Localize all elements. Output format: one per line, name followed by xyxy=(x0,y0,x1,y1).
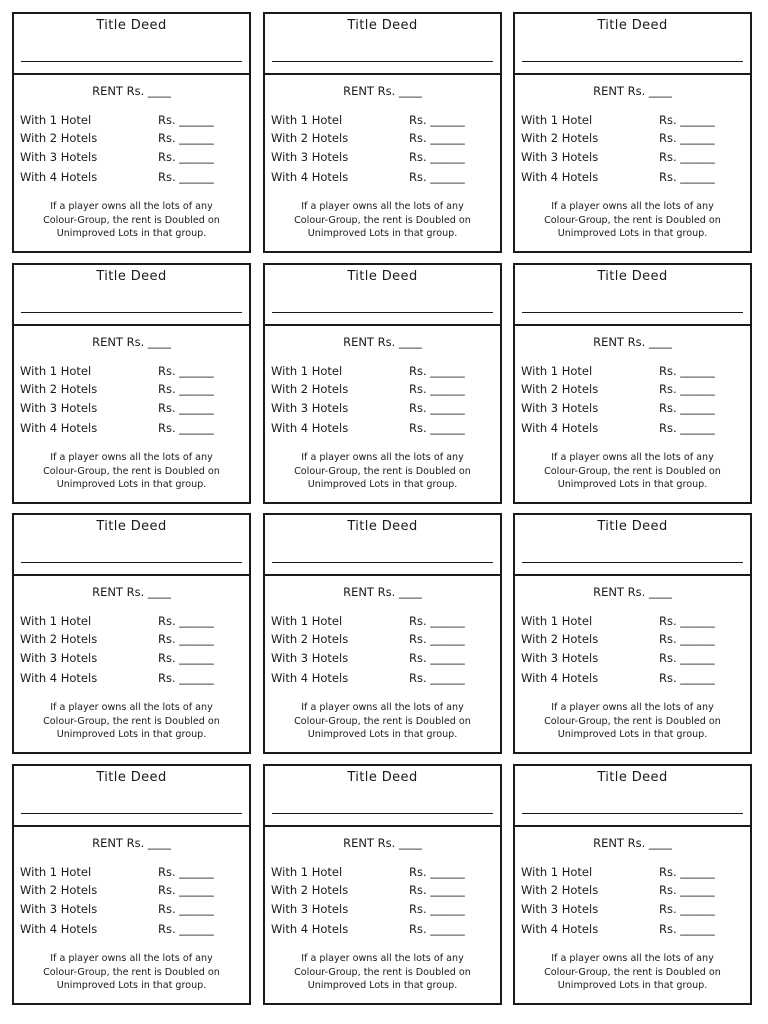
title-deed-card xyxy=(513,263,752,504)
rent-row xyxy=(271,922,494,936)
rent-row-label: With 4 Hotels xyxy=(20,170,98,184)
rent-row-amount: Rs. ______ xyxy=(659,401,715,415)
rent-row-amount: Rs. ______ xyxy=(659,131,715,145)
rent-row xyxy=(271,113,494,127)
card-title: Title Deed xyxy=(597,269,668,284)
rent-row-label: With 3 Hotels xyxy=(271,150,349,164)
rule-line: If a player owns all the lots of any xyxy=(50,702,213,713)
rent-row xyxy=(20,614,243,628)
rent-row-amount: Rs. ______ xyxy=(659,170,715,184)
rent-label: RENT Rs. ____ xyxy=(343,335,422,349)
rent-row-amount: Rs. ______ xyxy=(659,382,715,396)
rule-text xyxy=(18,451,245,492)
rent-row xyxy=(20,170,243,184)
rent-row xyxy=(521,382,744,396)
rent-row-label: With 1 Hotel xyxy=(20,364,92,378)
rent-row-amount: Rs. ______ xyxy=(158,614,214,628)
rent-row-amount: Rs. ______ xyxy=(158,364,214,378)
rent-row-label: With 1 Hotel xyxy=(271,614,343,628)
rent-row-label: With 2 Hotels xyxy=(521,131,599,145)
rent-row-amount: Rs. ______ xyxy=(158,902,214,916)
card-header xyxy=(14,766,249,827)
rent-row-amount: Rs. ______ xyxy=(158,865,214,879)
rule-line: Unimproved Lots in that group. xyxy=(56,980,207,991)
title-deed-card xyxy=(513,764,752,1005)
rent-row xyxy=(521,421,744,435)
rule-line: Unimproved Lots in that group. xyxy=(307,729,458,740)
rent-row-amount: Rs. ______ xyxy=(158,382,214,396)
rule-line: If a player owns all the lots of any xyxy=(301,702,464,713)
card-title: Title Deed xyxy=(96,18,167,33)
rent-row-label: With 4 Hotels xyxy=(521,671,599,685)
rent-row-label: With 3 Hotels xyxy=(20,651,98,665)
rent-row-amount: Rs. ______ xyxy=(158,131,214,145)
rent-row-amount: Rs. ______ xyxy=(659,421,715,435)
rent-row-amount: Rs. ______ xyxy=(158,421,214,435)
rent-row-label: With 2 Hotels xyxy=(271,131,349,145)
title-deed-card xyxy=(263,764,502,1005)
rent-row xyxy=(271,865,494,879)
rent-row-label: With 1 Hotel xyxy=(20,865,92,879)
rent-row-amount: Rs. ______ xyxy=(158,883,214,897)
rent-row xyxy=(271,150,494,164)
rent-row-amount: Rs. ______ xyxy=(158,671,214,685)
rent-row xyxy=(521,883,744,897)
rent-row-amount: Rs. ______ xyxy=(158,401,214,415)
card-header xyxy=(265,766,500,827)
rent-row xyxy=(271,614,494,628)
card-title: Title Deed xyxy=(347,770,418,785)
rule-line: Unimproved Lots in that group. xyxy=(557,479,708,490)
rule-line: If a player owns all the lots of any xyxy=(50,452,213,463)
rent-row-label: With 2 Hotels xyxy=(521,382,599,396)
rent-row xyxy=(521,865,744,879)
rent-row-label: With 2 Hotels xyxy=(521,632,599,646)
rent-row xyxy=(521,401,744,415)
rule-line: Colour-Group, the rent is Doubled on xyxy=(294,715,471,727)
rent-row-amount: Rs. ______ xyxy=(409,113,465,127)
rent-row-label: With 4 Hotels xyxy=(20,671,98,685)
rent-label: RENT Rs. ____ xyxy=(593,335,672,349)
rent-row-label: With 4 Hotels xyxy=(271,671,349,685)
rent-label: RENT Rs. ____ xyxy=(593,84,672,98)
rent-row xyxy=(271,632,494,646)
rule-text xyxy=(18,952,245,993)
rent-row-amount: Rs. ______ xyxy=(659,902,715,916)
rent-row xyxy=(20,902,243,916)
rent-row-label: With 4 Hotels xyxy=(521,922,599,936)
rent-row xyxy=(271,401,494,415)
rent-label: RENT Rs. ____ xyxy=(92,335,171,349)
rent-row xyxy=(20,131,243,145)
rule-line: If a player owns all the lots of any xyxy=(551,702,714,713)
card-title: Title Deed xyxy=(597,18,668,33)
rent-label: RENT Rs. ____ xyxy=(343,84,422,98)
rent-row-amount: Rs. ______ xyxy=(158,113,214,127)
rent-row xyxy=(271,131,494,145)
rent-row-amount: Rs. ______ xyxy=(409,614,465,628)
property-name-line xyxy=(272,61,493,62)
card-title: Title Deed xyxy=(347,269,418,284)
rule-line: Colour-Group, the rent is Doubled on xyxy=(294,214,471,226)
rule-line: Colour-Group, the rent is Doubled on xyxy=(43,214,220,226)
rent-row xyxy=(521,671,744,685)
rent-row-amount: Rs. ______ xyxy=(409,401,465,415)
title-deed-card xyxy=(12,513,251,754)
rent-row xyxy=(20,150,243,164)
property-name-line xyxy=(21,813,242,814)
card-header xyxy=(515,515,750,576)
card-header xyxy=(14,265,249,326)
rule-line: If a player owns all the lots of any xyxy=(551,452,714,463)
card-header xyxy=(14,14,249,75)
rent-row-amount: Rs. ______ xyxy=(409,902,465,916)
rent-row xyxy=(521,614,744,628)
rent-row xyxy=(20,883,243,897)
property-name-line xyxy=(21,61,242,62)
rent-row xyxy=(521,902,744,916)
property-name-line xyxy=(522,562,743,563)
property-name-line xyxy=(272,562,493,563)
rent-row-amount: Rs. ______ xyxy=(409,671,465,685)
rent-row-label: With 2 Hotels xyxy=(20,131,98,145)
rule-text xyxy=(269,200,496,241)
rent-row-label: With 4 Hotels xyxy=(271,922,349,936)
rent-row-amount: Rs. ______ xyxy=(409,922,465,936)
title-deed-card xyxy=(513,12,752,253)
rent-row xyxy=(521,632,744,646)
rent-row-label: With 4 Hotels xyxy=(271,421,349,435)
property-name-line xyxy=(272,312,493,313)
rule-line: If a player owns all the lots of any xyxy=(50,201,213,212)
rent-row-label: With 1 Hotel xyxy=(271,364,343,378)
rent-row-label: With 3 Hotels xyxy=(271,401,349,415)
card-title: Title Deed xyxy=(96,269,167,284)
card-title: Title Deed xyxy=(96,519,167,534)
rule-line: Colour-Group, the rent is Doubled on xyxy=(43,715,220,727)
rent-row-label: With 2 Hotels xyxy=(20,883,98,897)
card-header xyxy=(515,265,750,326)
rule-text xyxy=(519,451,746,492)
property-name-line xyxy=(21,312,242,313)
rent-row xyxy=(20,651,243,665)
rent-row xyxy=(521,651,744,665)
rent-row-label: With 2 Hotels xyxy=(271,632,349,646)
rent-label: RENT Rs. ____ xyxy=(343,585,422,599)
title-deed-card xyxy=(513,513,752,754)
card-header xyxy=(515,14,750,75)
rent-row xyxy=(20,382,243,396)
card-title: Title Deed xyxy=(347,519,418,534)
rent-label: RENT Rs. ____ xyxy=(343,836,422,850)
rent-row-amount: Rs. ______ xyxy=(409,865,465,879)
rent-row-amount: Rs. ______ xyxy=(659,614,715,628)
card-title: Title Deed xyxy=(597,770,668,785)
rent-row xyxy=(271,364,494,378)
rule-line: Colour-Group, the rent is Doubled on xyxy=(294,966,471,978)
rent-row xyxy=(20,865,243,879)
rent-row xyxy=(521,113,744,127)
rent-row xyxy=(521,170,744,184)
rent-row-label: With 3 Hotels xyxy=(20,150,98,164)
rent-row-label: With 2 Hotels xyxy=(521,883,599,897)
rule-line: If a player owns all the lots of any xyxy=(551,953,714,964)
rent-label: RENT Rs. ____ xyxy=(593,836,672,850)
rent-row xyxy=(271,382,494,396)
rent-row-amount: Rs. ______ xyxy=(659,632,715,646)
rent-row-amount: Rs. ______ xyxy=(158,170,214,184)
rent-row-label: With 1 Hotel xyxy=(271,865,343,879)
rent-row-label: With 3 Hotels xyxy=(271,902,349,916)
rent-row-amount: Rs. ______ xyxy=(659,865,715,879)
rent-row-label: With 3 Hotels xyxy=(521,651,599,665)
rule-line: Unimproved Lots in that group. xyxy=(557,228,708,239)
rent-row-label: With 4 Hotels xyxy=(20,922,98,936)
card-title: Title Deed xyxy=(347,18,418,33)
title-deed-card xyxy=(12,12,251,253)
rule-line: If a player owns all the lots of any xyxy=(301,953,464,964)
rent-row xyxy=(20,421,243,435)
rule-line: If a player owns all the lots of any xyxy=(551,201,714,212)
property-name-line xyxy=(272,813,493,814)
rule-line: Unimproved Lots in that group. xyxy=(56,729,207,740)
title-deed-card xyxy=(12,263,251,504)
rule-line: Unimproved Lots in that group. xyxy=(557,980,708,991)
rule-text xyxy=(519,952,746,993)
rule-text xyxy=(269,701,496,742)
rent-row-amount: Rs. ______ xyxy=(158,632,214,646)
rent-row-label: With 1 Hotel xyxy=(521,364,593,378)
rent-row-label: With 1 Hotel xyxy=(271,113,343,127)
rent-row-label: With 4 Hotels xyxy=(521,421,599,435)
rent-row-amount: Rs. ______ xyxy=(409,170,465,184)
rent-row xyxy=(271,651,494,665)
rent-row-amount: Rs. ______ xyxy=(409,883,465,897)
rule-line: Colour-Group, the rent is Doubled on xyxy=(294,465,471,477)
rent-label: RENT Rs. ____ xyxy=(92,836,171,850)
rent-row-amount: Rs. ______ xyxy=(659,651,715,665)
rule-text xyxy=(269,952,496,993)
rent-row-amount: Rs. ______ xyxy=(158,651,214,665)
property-name-line xyxy=(522,61,743,62)
rent-row-label: With 2 Hotels xyxy=(20,382,98,396)
rent-row xyxy=(20,671,243,685)
title-deed-card xyxy=(263,263,502,504)
rent-row-label: With 3 Hotels xyxy=(271,651,349,665)
title-deed-card xyxy=(12,764,251,1005)
rent-row-label: With 2 Hotels xyxy=(20,632,98,646)
rent-row-label: With 4 Hotels xyxy=(521,170,599,184)
card-header xyxy=(14,515,249,576)
rent-row xyxy=(271,671,494,685)
rent-row-label: With 1 Hotel xyxy=(521,113,593,127)
rule-line: Colour-Group, the rent is Doubled on xyxy=(544,715,721,727)
rent-row-amount: Rs. ______ xyxy=(659,671,715,685)
rule-line: Unimproved Lots in that group. xyxy=(307,228,458,239)
rent-row-label: With 3 Hotels xyxy=(20,401,98,415)
rent-row-label: With 2 Hotels xyxy=(271,382,349,396)
rule-line: Colour-Group, the rent is Doubled on xyxy=(544,465,721,477)
rent-row-amount: Rs. ______ xyxy=(659,150,715,164)
rule-text xyxy=(269,451,496,492)
rent-row-label: With 3 Hotels xyxy=(521,401,599,415)
rent-row xyxy=(271,170,494,184)
rent-row xyxy=(20,401,243,415)
card-header xyxy=(265,515,500,576)
rule-line: Unimproved Lots in that group. xyxy=(56,228,207,239)
rule-line: If a player owns all the lots of any xyxy=(301,201,464,212)
card-title: Title Deed xyxy=(597,519,668,534)
rent-row-amount: Rs. ______ xyxy=(409,382,465,396)
card-header xyxy=(515,766,750,827)
rent-label: RENT Rs. ____ xyxy=(92,585,171,599)
rent-row xyxy=(521,364,744,378)
rule-line: Colour-Group, the rent is Doubled on xyxy=(43,966,220,978)
rent-row-label: With 1 Hotel xyxy=(521,865,593,879)
rent-row-label: With 1 Hotel xyxy=(521,614,593,628)
rent-row xyxy=(521,922,744,936)
property-name-line xyxy=(522,312,743,313)
rent-row xyxy=(521,131,744,145)
rent-row-amount: Rs. ______ xyxy=(409,131,465,145)
rent-row-amount: Rs. ______ xyxy=(409,364,465,378)
rent-row xyxy=(20,364,243,378)
rent-row-amount: Rs. ______ xyxy=(659,113,715,127)
rule-line: If a player owns all the lots of any xyxy=(50,953,213,964)
rent-row xyxy=(20,113,243,127)
title-deed-card xyxy=(263,12,502,253)
rule-line: Unimproved Lots in that group. xyxy=(307,479,458,490)
rent-row-amount: Rs. ______ xyxy=(158,150,214,164)
rule-line: Colour-Group, the rent is Doubled on xyxy=(43,465,220,477)
card-header xyxy=(265,265,500,326)
card-header xyxy=(265,14,500,75)
rent-row-label: With 3 Hotels xyxy=(521,150,599,164)
card-title: Title Deed xyxy=(96,770,167,785)
rule-text xyxy=(18,200,245,241)
rent-row-label: With 1 Hotel xyxy=(20,113,92,127)
rule-line: Unimproved Lots in that group. xyxy=(56,479,207,490)
rent-row-amount: Rs. ______ xyxy=(158,922,214,936)
rent-row-amount: Rs. ______ xyxy=(659,922,715,936)
rent-row-amount: Rs. ______ xyxy=(409,150,465,164)
rent-row xyxy=(521,150,744,164)
rent-row-label: With 1 Hotel xyxy=(20,614,92,628)
rule-line: Unimproved Lots in that group. xyxy=(307,980,458,991)
property-name-line xyxy=(21,562,242,563)
rule-line: Unimproved Lots in that group. xyxy=(557,729,708,740)
rent-row-label: With 2 Hotels xyxy=(271,883,349,897)
rent-row-amount: Rs. ______ xyxy=(659,883,715,897)
rent-row-amount: Rs. ______ xyxy=(409,421,465,435)
rent-row-label: With 3 Hotels xyxy=(20,902,98,916)
rule-line: Colour-Group, the rent is Doubled on xyxy=(544,966,721,978)
rent-row-label: With 4 Hotels xyxy=(271,170,349,184)
rent-row xyxy=(271,421,494,435)
rent-row-amount: Rs. ______ xyxy=(409,651,465,665)
rent-label: RENT Rs. ____ xyxy=(92,84,171,98)
title-deed-card xyxy=(263,513,502,754)
rule-text xyxy=(18,701,245,742)
rent-row-amount: Rs. ______ xyxy=(409,632,465,646)
rent-row-label: With 3 Hotels xyxy=(521,902,599,916)
rent-label: RENT Rs. ____ xyxy=(593,585,672,599)
rent-row xyxy=(20,922,243,936)
rent-row xyxy=(271,883,494,897)
property-name-line xyxy=(522,813,743,814)
rule-line: Colour-Group, the rent is Doubled on xyxy=(544,214,721,226)
rent-row xyxy=(271,902,494,916)
rule-text xyxy=(519,200,746,241)
rent-row xyxy=(20,632,243,646)
rent-row-amount: Rs. ______ xyxy=(659,364,715,378)
rule-text xyxy=(519,701,746,742)
rent-row-label: With 4 Hotels xyxy=(20,421,98,435)
rule-line: If a player owns all the lots of any xyxy=(301,452,464,463)
